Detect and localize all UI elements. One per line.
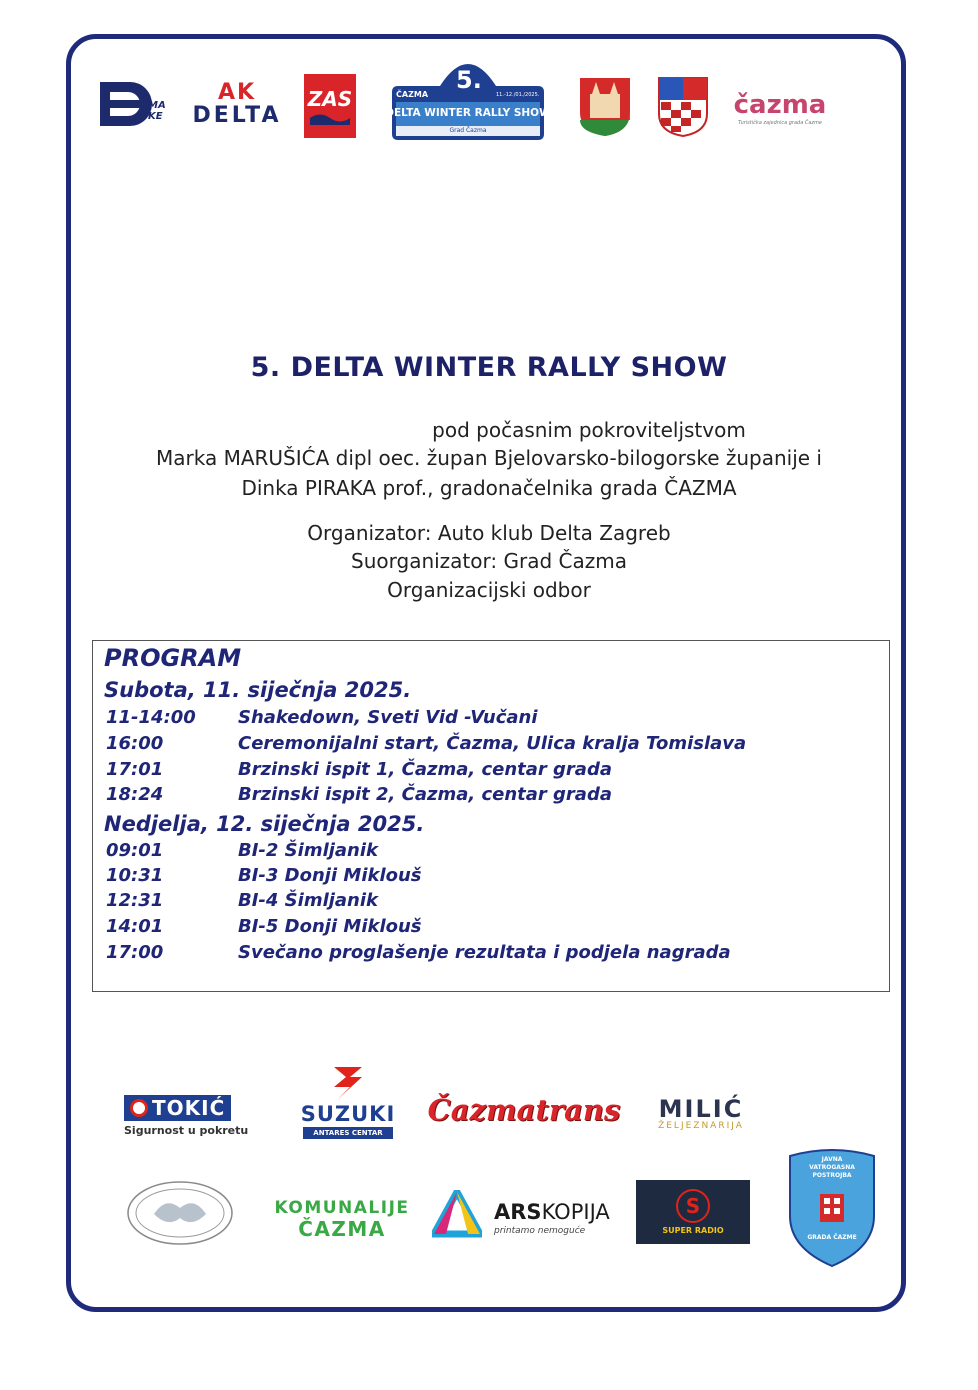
coorganizer-line: Suorganizator: Grad Čazma xyxy=(351,549,627,573)
tokic-name: TOKIĆ xyxy=(152,1096,226,1120)
milic-logo xyxy=(640,1094,762,1134)
cazma-tourism-logo-tagline: Turistička zajednica grada Čazme xyxy=(738,120,822,126)
cazma-tourism-logo-text: čazma xyxy=(733,90,827,120)
ars-school-logo xyxy=(126,1180,234,1246)
ars-school-emblem-icon xyxy=(126,1180,234,1246)
event-title: 5. DELTA WINTER RALLY SHOW xyxy=(250,352,728,383)
rally-plate-name: DELTA WINTER RALLY SHOW xyxy=(385,107,551,119)
program-time: 17:01 xyxy=(106,759,164,780)
zas-logo xyxy=(304,74,356,138)
program-desc: Brzinski ispit 1, Čazma, centar grada xyxy=(238,759,612,780)
fire-brigade-top: JAVNA VATROGASNA POSTROJBA xyxy=(809,1156,855,1179)
arskopija-triangle xyxy=(432,1190,482,1238)
arskopija-sub: printamo nemoguće xyxy=(494,1226,586,1236)
cazma-coat-of-arms xyxy=(578,76,632,138)
zas-wave-icon xyxy=(310,111,350,125)
organizer-line: Organizator: Auto klub Delta Zagreb xyxy=(307,521,671,545)
superradio-logo xyxy=(636,1180,750,1244)
superradio-name: SUPER RADIO xyxy=(662,1226,724,1235)
program-time: 12:31 xyxy=(106,890,164,911)
make-logo-text: MA KE xyxy=(148,100,166,122)
komunalije-logo xyxy=(262,1196,422,1242)
program-time: 14:01 xyxy=(106,916,164,937)
program-desc: Brzinski ispit 2, Čazma, centar grada xyxy=(238,784,612,805)
program-desc: BI-2 Šimljanik xyxy=(238,840,379,861)
program-desc: BI-4 Šimljanik xyxy=(238,890,379,911)
patronage-line-2: Marka MARUŠIĆA dipl oec. župan Bjelovarsko-bilogorske županije i xyxy=(155,446,822,470)
rally-plate-number: 5. xyxy=(456,66,482,94)
program-heading: PROGRAM xyxy=(104,644,242,672)
program-time: 18:24 xyxy=(106,784,164,805)
suzuki-name: SUZUKI xyxy=(300,1102,396,1126)
tokic-slogan: Sigurnost u pokretu xyxy=(124,1124,249,1137)
patronage-line-1: pod počasnim pokroviteljstvom xyxy=(432,418,746,442)
arskopija-logo xyxy=(494,1198,620,1238)
arskopija-bold: ARS xyxy=(494,1200,542,1224)
komunalije-top: KOMUNALIJE xyxy=(274,1198,410,1218)
rally-plate-footer: Grad Čazma xyxy=(449,127,487,134)
tokic-o-icon xyxy=(130,1099,148,1117)
superradio-letter: S xyxy=(676,1189,710,1223)
rally-plate-logo xyxy=(384,62,552,142)
ak-delta-logo xyxy=(190,80,284,130)
suzuki-sub: ANTARES CENTAR xyxy=(303,1127,392,1139)
rally-plate-city: ČAZMA xyxy=(396,90,429,99)
fire-brigade-badge xyxy=(784,1146,880,1268)
county-shield-icon xyxy=(657,76,709,138)
committee-line: Organizacijski odbor xyxy=(387,578,591,602)
cazmatrans-name: Čazmatrans xyxy=(427,1093,621,1127)
cazma-tourism-logo xyxy=(730,78,830,138)
program-desc: Shakedown, Sveti Vid -Vučani xyxy=(238,707,538,728)
suzuki-logo xyxy=(288,1060,408,1144)
program-desc: Svečano proglašenje rezultata i podjela nagrada xyxy=(238,942,731,963)
milic-name: MILIĆ xyxy=(658,1095,744,1123)
komunalije-bottom: ČAZMA xyxy=(298,1217,386,1241)
ak-delta-logo-top: AK xyxy=(217,80,257,105)
program-day-2: Nedjelja, 12. siječnja 2025. xyxy=(104,812,425,836)
tokic-logo xyxy=(124,1092,249,1140)
arskopija-rest: KOPIJA xyxy=(541,1200,610,1224)
program-desc: Ceremonijalni start, Čazma, Ulica kralja Tomislava xyxy=(238,733,747,754)
milic-sub: ŽELJEZNARIJA xyxy=(658,1121,744,1131)
patronage-line-3: Dinka PIRAKA prof., gradonačelnika grada ČAZMA xyxy=(241,476,737,500)
make-logo xyxy=(96,76,174,132)
cazma-shield-icon xyxy=(578,76,632,138)
program-day-1: Subota, 11. siječnja 2025. xyxy=(104,678,412,702)
program-time: 16:00 xyxy=(106,733,164,754)
program-desc: BI-5 Donji Miklouš xyxy=(238,916,422,937)
program-time: 10:31 xyxy=(106,865,164,886)
arskopija-triangle-icon xyxy=(432,1190,482,1238)
program-time: 11-14:00 xyxy=(106,707,196,728)
zas-logo-text: ZAS xyxy=(307,87,353,111)
cazmatrans-logo xyxy=(427,1088,621,1132)
fire-brigade-bottom: GRADA ČAZME xyxy=(807,1234,857,1241)
ak-delta-logo-bottom: DELTA xyxy=(192,103,282,128)
suzuki-s-icon xyxy=(328,1065,368,1101)
program-time: 17:00 xyxy=(106,942,164,963)
program-desc: BI-3 Donji Miklouš xyxy=(238,865,422,886)
county-coat-of-arms xyxy=(657,76,709,138)
program-time: 09:01 xyxy=(106,840,164,861)
rally-plate-dates: 11.-12./01./2025. xyxy=(496,92,540,98)
